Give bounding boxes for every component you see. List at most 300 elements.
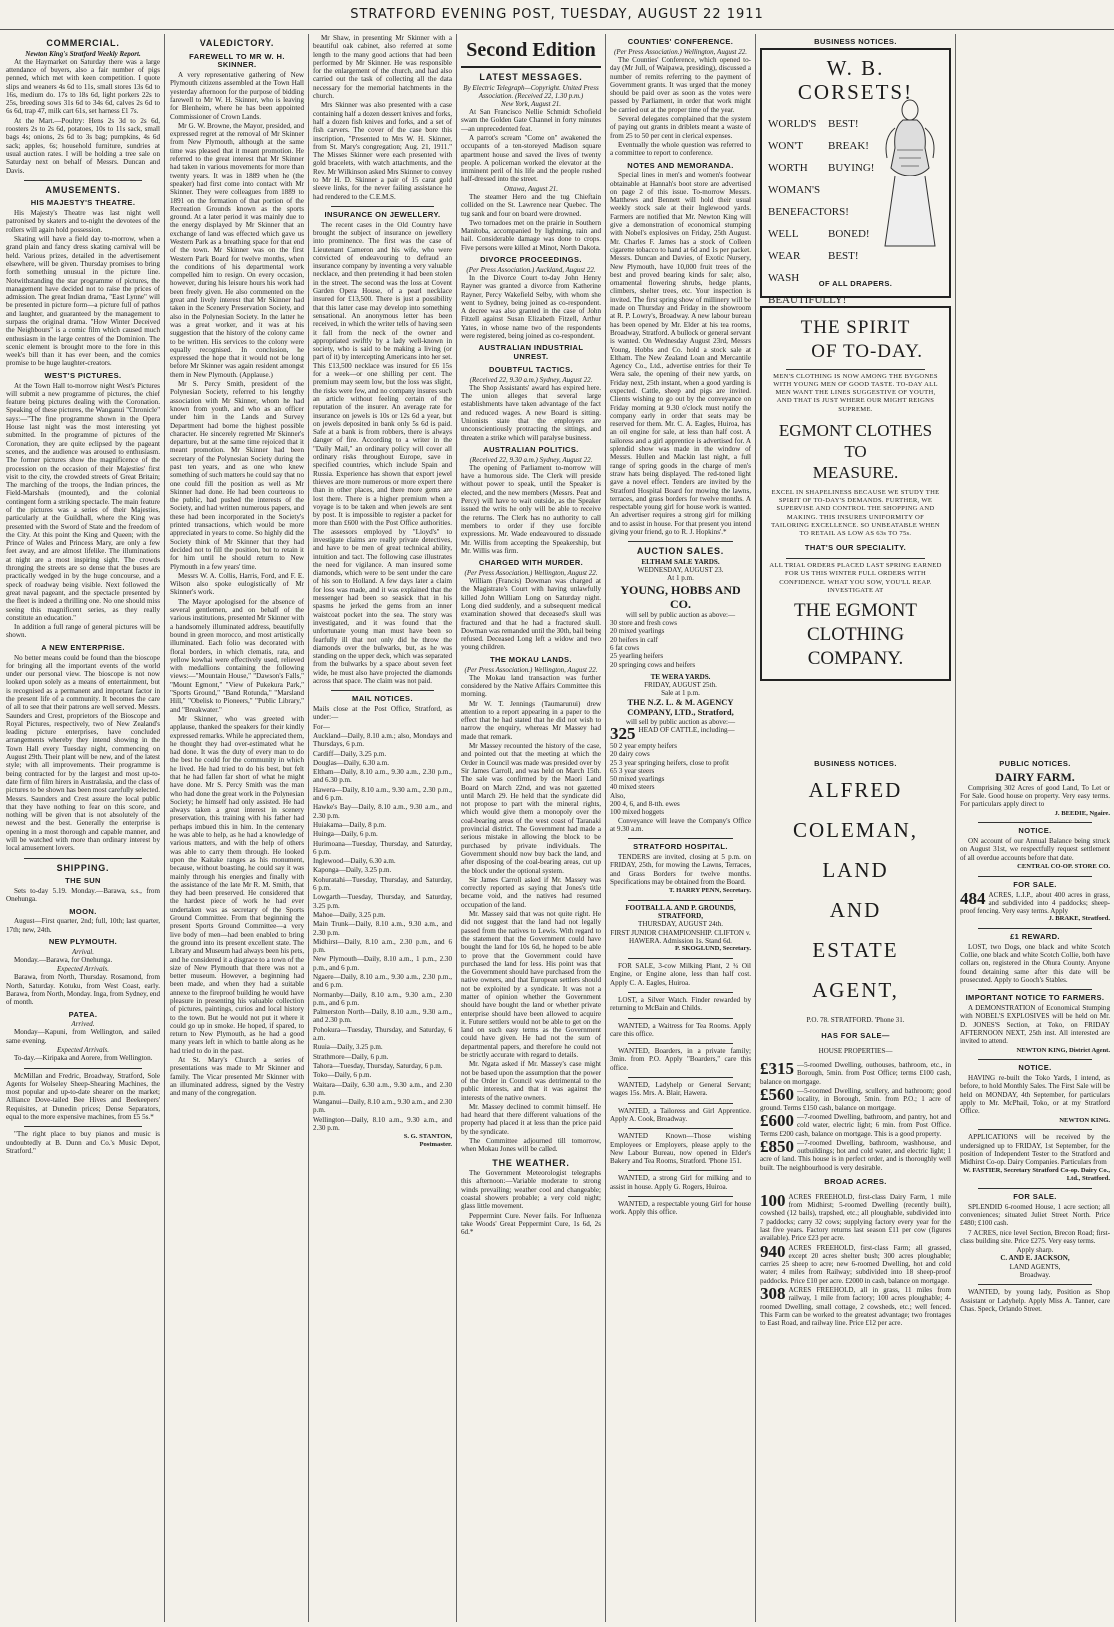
column-rule bbox=[308, 34, 309, 1622]
ad-heading: STRATFORD HOSPITAL. bbox=[633, 842, 728, 852]
sale-item: 20 heifers in calf bbox=[610, 635, 658, 644]
signature: CENTRAL CO-OP. STORE CO. bbox=[1017, 863, 1110, 871]
dateline: Ottawa, August 21. bbox=[504, 184, 558, 193]
signature: LAND AGENTS, bbox=[1009, 1262, 1061, 1271]
article-paragraph: At the Town Hall to-morrow night West's Pictures will submit a new programme of pictures, the chief feature being pictures dealing with the Coronation. Speaking of these pictures, the Wanganui "Chronicle" says:—"The fine programme shown in the Opera House last night was the most interesting yet submitted. In the programme of pictures of the Coronation, they are quite eclipsed by the pageant scenes, and the audience was aroused to enthusiasm. The former pictures show the magnificence of the procession on the occasion of their Majesties' first visit to the city, the crowded streets of Great Britain; The marching of the troops, the Indian princes, the Field-Marshals (mounted), and the colonial contingent form a striking spectacle. The main feature of the pictures was a series of their Majesties, particularly at the Guildhall, where the King was presented with the Sword of State and the freedom of the City. At this point the King and Queen; with the Prince of Wales and Princess Mary, are only a few feet away, and are almost lifelike. The illuminations at night are a most inspiring sight. The crowds thronging the streets are so dense that the buses are practically wedged in by the huge concourse, and a speck of roadway being visible. Next followed the great naval pageant, and the spectacle presented by the fleet is indeed a thrilling one. No one should miss seeing this magnificent series, as they really constitute an education." bbox=[6, 381, 160, 622]
sale-item: 6 fat cows bbox=[610, 644, 640, 652]
corset-slogan bbox=[768, 245, 883, 267]
article-paragraph: The Mayor apologised for the absence of several gentlemen, and on behalf of the various institutions, presented Mr Skinner with a handsomely illuminated address, beautifully bound in green morocco, and most artistically illuminated. Each folio was decorated with floral borders, in which clematis, rata, and yellow kowhai were effectively used, relieved with medallions containing the following views:—"Mountain House," "Dawson's Falls," "Mount Egmont," "View of Pukekura Park," "Sports Ground," "Band Rotunda," "Marsland Hill," "Obelisk to Pioneers," "Public Library," and "Breakwater." bbox=[170, 597, 304, 714]
signature: C. AND E. JACKSON, bbox=[1000, 1254, 1070, 1263]
agent-name-line: AGENT, bbox=[812, 977, 899, 1002]
slogan-word: WELL bbox=[768, 227, 799, 240]
sale-item: 50 2 year empty heifers bbox=[610, 741, 677, 750]
divider bbox=[978, 1284, 1092, 1285]
divider bbox=[24, 180, 142, 181]
corset-slogan bbox=[768, 113, 883, 135]
ad-text: will sell by public auction as above:— bbox=[625, 610, 736, 619]
article-paragraph: WANTED, by young lady, Position as Shop Assistant or Ladyhelp. Apply Miss A. Tanner, care Chas. Speck, Orlando Street. bbox=[960, 1288, 1110, 1313]
ad-title: OF TO-DAY. bbox=[811, 340, 923, 362]
article-paragraph: Mr Massey recounted the history of the case, and pointed out that the meeting at which the Order in Council was made was presided over by Sir James Carroll, and was held on March 15th. The sale was confirmed by the Maori Land Board on March 22nd, and was not gazetted until March 29. He held that the syndicate did not propose to part with the mineral rights, which would give them a monopoly over the coal-bearing areas of the west coast of Taranaki provincial district. The Government had made a serious mistake in allowing the block to be purchased by private individuals. The Government should now buy back the land, and after disposing of the coal-bearing areas, cut up the block under the optional system. bbox=[461, 742, 601, 875]
article-heading: THE WEATHER. bbox=[492, 1157, 570, 1168]
ad-title: MEASURE. bbox=[812, 462, 899, 482]
article-paragraph: Several delegates complained that the system of paying out grants in driblets meant a waste of from 25 to 50 per cent in clerical expenses. bbox=[610, 115, 751, 140]
subheading: Newton King's Stratford Weekly Report. bbox=[25, 49, 141, 58]
article-heading: FAREWELL TO MR W. H. SKINNER. bbox=[189, 51, 285, 70]
acreage: 484 bbox=[960, 890, 986, 908]
article-paragraph: Mr Shaw, in presenting Mr Skinner with a beautiful oak cabinet, also referred at some length to the many good actions that had been performed by Mr Skinner. He was responsible for the enlargement of the church, and had also carried out the task of collecting all the data necessary for the memorial hatchments in the church. bbox=[313, 34, 452, 101]
article-paragraph: August—First quarter, 2nd; full, 10th; last quarter, 17th; new, 24th. bbox=[6, 917, 160, 934]
mail-line: Hurimoana—Tuesday, Thursday, and Saturday, 6 p.m. bbox=[313, 839, 452, 856]
article-heading: THE MOKAU LANDS. bbox=[490, 654, 572, 664]
section-heading: SHIPPING. bbox=[56, 862, 110, 873]
signature: NEWTON KING, District Agent. bbox=[1016, 1046, 1110, 1054]
subheading: By Electric Telegraph—Copyright. United Press Association. (Received 22, 1.30 p.m.) bbox=[463, 83, 599, 100]
property-text: —5-roomed Dwelling, scullery, and bathroom; good locality, in Borough, 5min. from P.O.; 1 acre of ground. Terms £150 cash, balance on mortgage. bbox=[760, 1087, 951, 1112]
column-rule bbox=[605, 34, 606, 1622]
column-8 bbox=[960, 756, 1110, 1622]
dateline: New York, August 21. bbox=[500, 99, 562, 108]
property-list bbox=[760, 1061, 951, 1172]
property-text: —7-roomed Dwelling, bathroom, and pantry, hot and cold water, electric light; 6 min. from Post Office. Terms £200 cash, balance on mortgage. This is a good property. bbox=[760, 1112, 951, 1138]
acreage-line bbox=[960, 891, 1110, 916]
ad-heading: £1 REWARD. bbox=[1010, 932, 1060, 942]
article-heading: NOTES AND MEMORANDA. bbox=[627, 160, 734, 170]
divider bbox=[978, 1188, 1092, 1189]
signature: J. BEEDIE, Ngaire. bbox=[1054, 809, 1110, 817]
divider bbox=[24, 858, 142, 859]
ad-text: will sell by public auction as above:— bbox=[625, 717, 736, 726]
slogan-word: WON'T bbox=[768, 139, 803, 152]
article-paragraph: McMillan and Fredric, Broadway, Stratford, Sole Agents for Wolseley Sheep-Shearing Machines, the most popular and up-to-date shearer on the market; Alliance Dove-tailed Bee Hives and Beekeepers' Requisites, at Dunedin prices; Dense Separators, equal to the more expensive machines, from £5 5s.* bbox=[6, 1071, 160, 1122]
farm-listing bbox=[760, 1193, 951, 1243]
ad-date: FRIDAY, AUGUST 25th. bbox=[644, 681, 717, 690]
article-paragraph: Mrs Skinner was also presented with a case containing half a dozen dessert knives and forks, half a dozen fish knives and forks, and a set of fish carvers. The cover of the case bore this inscription, "Presented to Mrs W. H. Skinner, from St. Mary's congregation; Aug. 21, 1911." The Misses Skinner were each presented with gold bracelets, with watch attachments, and the Rev. Mr Wilkinson asked Mrs Skinner to convey to Mr H. D. Skinner a pair of 15 carat gold sleeve links, for the never failing assistance he had rendered to the C.E.M.S. bbox=[313, 101, 452, 201]
classified-ad: LOST, a Silver Watch. Finder rewarded by returning to McBain and Childs. bbox=[610, 995, 751, 1013]
article-paragraph: Special lines in men's and women's footwear obtainable at Hannah's boot store are advertised on page 2 of this issue. To-morrow Messrs. Matthews and Bennett will hold their usual weekly stock sale at their Inglewood yards. Farmers are notified that Mr. Newton King will give a demonstration of economical stumping with Nobel's explosives on Friday, 25th August. Mr. Charles F. James has a stock of Colleen cigarette tobacco to hand at 6d and 1s per packet. Messrs. Duncan and Davies, of Exotic Nursery, New Plymouth, have 10,000 fruit trees of the best and proved bearing kinds for sale; also, ornamental flowering shrubs, hedge plants, climbers, shelter trees, etc. Your inspection is invited. The first spring show of millinery will be made on Thursday and Friday in the showroom at R. P. Lowry's, Broadway. A new labour bureau has been opened by Mr. Elder at his tea rooms, Broadway, Stratford. A bullock or general servant is wanted. On Wednesday August 23rd, Messrs Young, Hobbs and Co. hold a stock sale at Eltham. The New Zealand Loan and Mercantile Agency Co., Ltd., advertise entries for their Te Wera sale, the opening of their new yards, on Friday next, 25th instant, when a good yarding is expected. Cattle, sheep and pigs are invited. Clients wishing to go out by the conveyance on Friday morning at 9.30 o'clock must notify the company early in order that seats may be reserved for them. Mr. C. A. Eagles, Huiroa, has an oil engine for sale, at less than half cost. A tailoress and a girl apprentice is advertised for. A splendid show was made in the window of Messrs. Hullen and Mackin last night, a full range of spring goods in the charge of men's straw hats being displayed. The red-toned light gave a novel effect. Tenders are invited by the Stratford Hospital Board for mowing the lawns, terraces, and grass borders for twelve months. A respectable young girl for house work is wanted. An advertiser requires a strong girl for milking and to assist in house. For that present you intend giving your friend, go to R. J. Hopkins'.* bbox=[610, 171, 751, 537]
article-paragraph: The opening of Parliament to-morrow will have a humorous side. The Clerk will preside without power to speak, until the Speaker is elected, and the new members (Messrs. Peat and Percy) will have to wait outside, as the Speaker issued the writs he only will be able to receive the returns. The Clerk has no authority to call members to order if they use forcible expressions. Mr. Wade endeavoured to dissuade Mr. Willis from accepting the Speakership, but Mr. Willis was firm. bbox=[461, 463, 601, 555]
divider bbox=[978, 822, 1092, 823]
article-paragraph: "The right place to buy pianos and music is undoubtedly at B. Dunn and Co.'s Music Depot, Stratford." bbox=[6, 1130, 160, 1155]
article-heading: AUSTRALIAN INDUSTRIAL UNREST. bbox=[478, 343, 584, 362]
classified-ads bbox=[610, 958, 751, 1217]
article-paragraph: Skating will have a field day to-morrow, when a grand plain and fancy dress skating carnival will be held. Various prizes, detailed in the advertisement elsewhere, will be given. Thursday promises to bring forth something unusual in the picture line. Notwithstanding the star programme of pictures, the management have decided not to raise the prices of admission. The great Indian drama, "East Lynne" will be presented in picture form—a picture full of pathos and laughter, and guaranteed by the management to surpass the original drama. "How Winter Deceived the Neighbours" is a comic film which caused much enthusiasm in the large centres of the Dominion. The scenic element is brought more to the fore in this week's bill than it has ever been, and the comics promise to be huge laughter-creators. bbox=[6, 235, 160, 368]
section-heading: VALEDICTORY. bbox=[199, 38, 275, 48]
sale-item: 65 3 year steers bbox=[610, 766, 655, 775]
subheading: Expected Arrivals. bbox=[57, 965, 109, 974]
ad-firm: YOUNG, HOBBS AND CO. bbox=[620, 582, 741, 611]
column-1 bbox=[6, 34, 160, 1622]
article-paragraph: Mr. Massey declined to commit himself. He had heard that there different valuations of the property had placed it at less than the price paid by the syndicate. bbox=[461, 1102, 601, 1136]
property-price: £850 bbox=[760, 1138, 794, 1156]
mail-line: Auckland—Daily, 8.10 a.m.; also, Mondays and Thursdays, 6 p.m. bbox=[313, 731, 452, 749]
mail-line: Wellington—Daily, 8.10 a.m., 9.30 a.m., and 2.30 p.m. bbox=[313, 1115, 452, 1133]
mail-line: Wanganui—Daily, 8.10 a.m., 9.30 a.m., and 2.30 p.m. bbox=[313, 1098, 452, 1115]
property-price: £600 bbox=[760, 1112, 794, 1130]
sale-item: Also, bbox=[610, 791, 626, 800]
subheading: (Per Press Association.) Wellington, August 22. bbox=[464, 665, 598, 674]
mail-line: Waitara—Daily, 6.30 a.m., 9.30 a.m., and 2.30 p.m. bbox=[313, 1080, 452, 1097]
ad-heading: IMPORTANT NOTICE TO FARMERS. bbox=[965, 993, 1105, 1003]
subheading: Expected Arrivals. bbox=[57, 1046, 109, 1055]
divider bbox=[628, 1103, 733, 1104]
classified-ad: WANTED, a Waitress for Tea Rooms. Apply care this office. bbox=[610, 1021, 751, 1038]
property-price: £315 bbox=[760, 1061, 794, 1079]
mail-line: Huinga—Daily, 6 p.m. bbox=[313, 830, 378, 839]
section-heading: LATEST MESSAGES. bbox=[479, 72, 583, 82]
mail-line: Ruuia—Daily, 3.25 p.m. bbox=[313, 1043, 383, 1052]
section-heading: BUSINESS NOTICES. bbox=[814, 759, 897, 768]
ad-text: ALL TRIAL ORDERS PLACED LAST SPRING EARNED FOR US THIS WINTER FULL ORDERS WITH CONFIDENCE. WHAT YOU SOW, YOU'LL REAP. INVESTIGATE AT bbox=[769, 562, 942, 594]
sale-item: 20 dairy cows bbox=[610, 750, 650, 759]
article-paragraph: SPLENDID 6-roomed House, 1 acre section; all conveniences; situated Juliet Street North. Price £480; £100 cash. bbox=[960, 1202, 1110, 1228]
ad-time: Sale at 1 p.m. bbox=[661, 689, 700, 698]
section-heading: AMUSEMENTS. bbox=[45, 184, 121, 195]
farm-list bbox=[760, 1193, 951, 1328]
article-paragraph: Conveyance will leave the Company's Office at 9.30 a.m. bbox=[610, 816, 751, 833]
article-heading: A NEW ENTERPRISE. bbox=[41, 642, 125, 652]
masthead-title: STRATFORD EVENING POST, TUESDAY, AUGUST 22 1911 bbox=[350, 7, 764, 22]
subheading: (Per Press Association.) Wellington, August 22. bbox=[464, 568, 598, 577]
article-paragraph: The steamer Hero and the tug Chieftain collided on the St. Lawrence near Quebec. The tug sank and four on board were drowned. bbox=[461, 192, 601, 218]
mail-line: Kaponga—Daily, 3.25 p.m. bbox=[313, 866, 392, 875]
signature: W. FASTIER, Secretary Stratford Co-op. Dairy Co., Ltd., Stratford. bbox=[963, 1167, 1110, 1183]
article-paragraph: Monday—Kapuni, from Wellington, and sailed same evening. bbox=[6, 1028, 160, 1045]
divider bbox=[628, 900, 733, 901]
slogan-word: WOMAN'S bbox=[768, 183, 821, 196]
agent-name-line: LAND bbox=[822, 857, 889, 882]
farm-text: ACRES FREEHOLD, first-class Farm; all grassed, except 20 acres shelter bush; 300 acres ploughable; carries 25 sheep to acre; new 6-roomed Dwelling, hot and cold water; 4 miles from Railway; subdivided into 18 sheep-proof paddocks. Price £10 per acre. £2000 in cash, balance on mortgage. bbox=[760, 1243, 951, 1285]
ad-heading: TE WERA YARDS. bbox=[650, 672, 711, 681]
ad-heading: FOR SALE. bbox=[1013, 1191, 1057, 1201]
article-paragraph: Sir James Carroll asked if Mr. Massey was correctly reported as saying that Jones's title became void, and the natives had resumed occupation of the land. bbox=[461, 875, 601, 909]
subheading: (Received 22, 9.30 a.m.) Sydney, August 22. bbox=[469, 455, 593, 464]
corset-slogan bbox=[768, 179, 883, 223]
article-paragraph: Two tornadoes met on the prairie in Southern Manitoba, accompanied by lightning, rain and hail. Considerable damage was done to crops. Five persons were killed at Minot, North Dakota. bbox=[461, 218, 601, 252]
article-paragraph: At St. Mary's Church a series of presentations was made to Mr Skinner and family. The Vicar presented Mr Skinner with an illuminated address, signed by the Vestry and many of the congregation. bbox=[170, 1056, 304, 1098]
subheading: Arrived. bbox=[71, 1020, 95, 1029]
slogan-word: WEAR bbox=[768, 249, 801, 262]
mail-line: Hawke's Bay—Daily, 8.10 a.m., 9.30 a.m., and 2.30 p.m. bbox=[313, 803, 452, 820]
article-paragraph: A very representative gathering of New Plymouth citizens assembled at the Town Hall yesterday afternoon for the purpose of bidding farewell to Mr W. H. Skinner, who is leaving for Blenheim, where he has been appointed Commissioner of Crown Lands. bbox=[170, 71, 304, 121]
masthead bbox=[0, 0, 1114, 30]
mail-line: Mahoe—Daily, 3.25 p.m. bbox=[313, 910, 386, 919]
article-paragraph: In addition a full range of general pictures will be shown. bbox=[6, 623, 160, 640]
ad-text: MEN'S CLOTHING IS NOW AMONG THE BYGONES WITH YOUNG MEN OF GOOD TASTE. TO-DAY ALL MEN WANT THE LINES SUGGESTIVE OF YOUTH, AND THAT IS JUST WHERE OUR MIGHT REIGNS SUPREME. bbox=[773, 372, 938, 413]
divider bbox=[628, 958, 733, 959]
divider bbox=[978, 1129, 1092, 1130]
signature: P. SKOGLUND, Secretary. bbox=[674, 945, 751, 953]
slogan-word: BENEFACTORS! bbox=[768, 205, 849, 218]
divider bbox=[628, 1077, 733, 1078]
corsets-ad bbox=[760, 48, 951, 306]
mail-line: Inglewood—Daily, 6.30 a.m. bbox=[313, 857, 396, 866]
article-paragraph: TENDERS are invited, closing at 5 p.m. on FRIDAY, 25th, for mowing the Lawns, Terraces, and Grass Borders for twelve months. Specifications may be obtained from the Board. bbox=[610, 852, 751, 886]
slogan-word: BEST! bbox=[828, 117, 859, 130]
subheading: (Received 22, 9.30 a.m.) Sydney, August 22. bbox=[469, 375, 593, 384]
section-heading: BUSINESS NOTICES. bbox=[814, 37, 897, 46]
divider bbox=[24, 1126, 142, 1127]
farm-text: ACRES FREEHOLD, first-class Dairy Farm, 1 mile from Midhirst; 5-roomed Dwelling (recently built), cowshed (12 bails), trapshed, etc.; all ploughable, subdivided into 7 paddocks; carry 32 cows; supplying factory every year for the last five years. Factory returns last season £11 per cow (figures available). Price £23 per acre. bbox=[760, 1192, 951, 1243]
classified-ad: WANTED, Ladyhelp or General Servant; wages 15s. Mrs. A. Blair, Hawera. bbox=[610, 1081, 751, 1098]
article-paragraph: Mr W. T. Jennings (Taumarunui) drew attention to a report appearing in a paper to the effect that he had stated that he did not wish to narrow the enquiry, whereas Mr Massey had made that remark. bbox=[461, 699, 601, 741]
ad-heading: ELTHAM SALE YARDS. bbox=[641, 557, 720, 566]
mail-line: Hawera—Daily, 8.10 a.m., 9.30 a.m., 2.30 p.m., and 6 p.m. bbox=[313, 785, 452, 803]
mail-line: Normanby—Daily, 8.10 a.m., 9.30 a.m., 2.30 p.m., and 6 p.m. bbox=[313, 990, 452, 1007]
sale-item: 200 4, 6, and 8-tth. ewes bbox=[610, 800, 680, 809]
divider bbox=[978, 1059, 1092, 1060]
mail-line: Ngaere—Daily, 8.10 a.m., 9.30 a.m., 2.30 p.m., and 6 p.m. bbox=[313, 973, 452, 990]
divider bbox=[628, 1043, 733, 1044]
article-heading: MOON. bbox=[69, 906, 97, 916]
edition-banner: Second Edition bbox=[461, 34, 601, 68]
ad-title: COMPANY. bbox=[807, 648, 904, 670]
mail-line: Palmerston North—Daily, 8.10 a.m., 9.30 a.m., and 2.30 p.m. bbox=[313, 1008, 452, 1025]
divider bbox=[786, 558, 925, 559]
mail-line: Midhirst—Daily, 8.10 a.m., 2.30 p.m., and 6 p.m. bbox=[313, 937, 452, 955]
corset-slogan bbox=[768, 157, 883, 179]
article-heading: THE SUN bbox=[65, 876, 101, 886]
article-paragraph: Mails close at the Post Office, Stratford, as under:— bbox=[313, 705, 452, 722]
article-heading: HIS MAJESTY'S THEATRE. bbox=[30, 198, 136, 208]
article-heading: INSURANCE ON JEWELLERY. bbox=[324, 209, 441, 219]
article-paragraph: Sets to-day 5.19. Monday.—Barawa, s.s., from Onehunga. bbox=[6, 886, 160, 904]
property-listing bbox=[760, 1113, 951, 1138]
article-paragraph: William (Francis) Dowman was charged at the Magistrate's Court with having unlawfully killed John William Long on Saturday night. Long died suddenly, and a subsequent medical examination showed that deceased's skull was fractured and that he had a fractured skull. Dowman was remanded until the 30th, bail being refused. Deceased Long left a widow and two young children. bbox=[461, 577, 601, 652]
property-listing bbox=[760, 1139, 951, 1172]
slogan-word: WORTH bbox=[768, 161, 808, 174]
article-paragraph: Mr. Massey said that was not quite right. He did not suggest that the land had not legally passed from the natives to Lewis. With regard to the statement that the Government could have bought the land for 10s 6d, he hoped to be able to prove that the Government could have purchased the land for less. His point was that the Government should have purchased from the native owners, and that European settlers should not be exploited by a syndicate. It was not a matter of opinion whether the Government should have bought the land or whether private enterprise should have been allowed to acquire it. Future settlers would not be able to get on the land on such easy terms as the Government could have given. He had not the sum of departmental papers, and therefore he could not be strictly accurate with regard to details. bbox=[461, 910, 601, 1060]
sale-item: 20 mixed yearlings bbox=[610, 627, 665, 636]
article-heading: NEW PLYMOUTH. bbox=[48, 936, 118, 946]
ad-tagline: THAT'S OUR SPECIALITY. bbox=[804, 543, 907, 553]
ad-title: THE EGMONT CLOTHING bbox=[794, 600, 917, 646]
farm-acreage: 940 bbox=[760, 1243, 786, 1261]
agent-name-line: COLEMAN, bbox=[792, 817, 919, 842]
divider bbox=[786, 369, 925, 370]
ad-text: Apply sharp. bbox=[1016, 1246, 1054, 1255]
article-paragraph: A parrot's scream "Come on" awakened the occupants of a ten-storeyed Madison square apartment house and saved the lives of twenty people. A policeman worked the elevator at the imminent peril of his life and the people rushed half-dressed into the street. bbox=[461, 133, 601, 184]
ad-text: EXCEL IN SHAPELINESS BECAUSE WE STUDY THE SPIRIT OF TO-DAY'S DEMANDS. FURTHER, WE SUPERVISE AND CONTROL THE SHOPPING AND MAKING. THIS INSURES UNIFORMITY OF TAILORING EXCELLENCE. SO UNBEATABLE WHEN TO RETAIL AS LOW AS 63s TO 75s. bbox=[771, 488, 940, 538]
slogan-word: BEST! bbox=[828, 249, 859, 262]
article-paragraph: At the Mart.—Poultry: Hens 2s 3d to 2s 6d, roosters 2s to 2s 6d, potatoes, 10s to 11s sack, small bags 4s; onions, 2s 6d to 3s bag; pumpkins, 4s 6d sack; apples, 6s; household furniture, sundries at usual auction rates. I will be holding a tree sale on Saturday next on behalf of Messrs. Duncan and Davis. bbox=[6, 116, 160, 175]
divider bbox=[331, 206, 434, 207]
article-paragraph: At San Francisco Nellie Schmidt Schofield swam the Golden Gate Channel in forty minutes—an unprecedented feat. bbox=[461, 108, 601, 133]
article-paragraph: 7 ACRES, nice level Section, Brecon Road; first-class building site. Price £275. Very easy terms. bbox=[960, 1228, 1110, 1245]
article-paragraph: APPLICATIONS will be received by the undersigned up to FRIDAY, 1st September, for the position of Independent Tester to the Stratford and Midhirst Co-op. Dairy Companies. Particulars from bbox=[960, 1133, 1110, 1167]
ad-text: FIRST JUNIOR CHAMPIONSHIP. CLIFTON v. HAWERA. Admission 1s. Stand 6d. bbox=[610, 928, 751, 946]
signature: Broadway. bbox=[1019, 1271, 1051, 1279]
farm-acreage: 308 bbox=[760, 1286, 786, 1304]
article-paragraph: Messrs W. A. Collis, Harris, Ford, and F. E. Wilson also spoke eulogistically of Mr Skinner's work. bbox=[170, 571, 304, 597]
article-paragraph: A DEMONSTRATION of Economical Stumping with NOBEL'S EXPLOSIVES will be held on Mr. D. JONES'S Section, at Toko, on FRIDAY AFTERNOON NEXT, 25th inst. All interested are invited to attend. bbox=[960, 1004, 1110, 1046]
signature: J. BRAKE, Stratford. bbox=[1048, 915, 1110, 923]
agent-name-line: ESTATE bbox=[812, 937, 899, 962]
divider bbox=[331, 690, 434, 691]
column-5 bbox=[610, 34, 751, 1622]
divider bbox=[978, 989, 1092, 990]
article-heading: DOUBTFUL TACTICS. bbox=[488, 364, 573, 374]
slogan-word: BONED! bbox=[828, 227, 870, 240]
ad-title: EGMONT CLOTHES TO bbox=[778, 420, 933, 461]
signature: Postmaster. bbox=[419, 1141, 452, 1149]
article-paragraph: HAVING re-built the Toko Yards, I intend, as before, to hold Monthly Sales. The First Sale will be held on MONDAY, 4th September, for particulars apply to Mr. McPhail, Toko, or at my Stratford Office. bbox=[960, 1074, 1110, 1116]
ad-heading: HAS FOR SALE— bbox=[821, 1031, 890, 1041]
property-text: —7-roomed Dwelling, bathroom, washhouse, and outbuildings; hot and cold water, and electric light; 1 acre of land. This house is in perfect order, and is thoroughly well built. The neighbourhood is very desirable. bbox=[760, 1138, 951, 1172]
article-paragraph: The Government Meteorologist telegraphs this afternoon:—Variable moderate to strong winds prevailing; weather cool and changeable; coastal showers probable; a very cold night; glass little movement. bbox=[461, 1169, 601, 1211]
article-heading: PATEA. bbox=[68, 1009, 98, 1019]
article-paragraph: The Counties' Conference, which opened to-day (Mr Jull, of Waipawa, presiding), discussed a number of remits referring to the payment of Government grants. It was urged that the money should be paid over as soon as the votes were passed by Parliament, in order that work might be carried out at the proper time of the year. bbox=[610, 55, 751, 114]
agent-name-line: AND bbox=[829, 897, 882, 922]
ad-heading: BROAD ACRES. bbox=[824, 1176, 887, 1186]
column-rule bbox=[456, 34, 457, 1622]
article-paragraph: The Shop Assistants' award has expired here. The union alleges that several large establishments have taken advantage of the fact and reduced wages. A new Board is sitting. Unionists state that the employers are unconscientiously protracting the sittings, and threaten a strike which will paralyse business. bbox=[461, 383, 601, 442]
ad-firm: THE N.Z. L. & M. AGENCY COMPANY, LTD., Stratford, bbox=[627, 696, 734, 717]
ad-date: WEDNESDAY, AUGUST 23. bbox=[637, 566, 724, 575]
ad-heading: NOTICE. bbox=[1018, 826, 1052, 836]
corset-slogan bbox=[768, 223, 883, 245]
sale-item: 100 mixed hoggets bbox=[610, 808, 664, 817]
section-heading: AUCTION SALES. bbox=[636, 546, 725, 557]
slogan-word: WORLD'S bbox=[768, 117, 817, 130]
article-paragraph: To-day.—Kiripaka and Aorere, from Wellington. bbox=[14, 1054, 153, 1063]
corset-figure-icon bbox=[879, 98, 941, 248]
article-paragraph: Mr S. Percy Smith, president of the Polynesian Society, referred to his lengthy association with Mr Skinner, whom he had known from youth, and who as an officer under him in the Lands and Survey Department had borne the highest possible character. He sincerely regretted Mr Skinner's departure, but at the same time rejoiced that it meant promotion. Mr Skinner had been secretary of the Polynesian Society during the past ten years, and as one who knew something of such matters he could say that no one could fill the position as well as Mr Skinner had done. He had been courteous to the public, had pushed the interests of the Society, and had written numerous papers, and these had been incorporated in the Society's printed transactions, which would be more appreciated in years to come. So highly did the Society think of Mr Skinner that they had decided not to fill the position, but to retain it for him until he should return to New Plymouth in a few years' time. bbox=[170, 380, 304, 571]
classified-ad: WANTED, Boarders, in a private family; 3min. from P.O. Apply "Boarders," care this office. bbox=[610, 1047, 751, 1072]
article-paragraph: Mr Skinner, who was greeted with applause, thanked the speakers for their kindly expressed remarks. While he appreciated them, he thought they had over-estimated what he had done. It was the duty of every man to do the best he could for the community in which he lived. He had tried to do his best, but felt that he had fallen far short of what he might have done. Mr S. Percy Smith was the man who had done the great work in the Polynesian Society; he himself had only assisted. He had always taken a great interest in scenery preservation, this training with his father had perhaps imbued this in him. In the centenary he was able to help, as he had a knowledge of various matters, and with the help of others was able to carry them through. He looked upon the Kaitake ranges as his monument, because, without boasting, he could say it was mainly through his energies and finally with the assistance of the late Mr R. M. Smith, that they had been preserved. He considered that the hardest piece of work he had ever undertaken was as secretary of the Sports Ground Committee. From that beginning the present Sports Ground Committee—a very live body of men—had been enabled to bring the ground into its present excellent state. The Library and Museum had always been his pets, and he considered it a disgrace to a town of the size of New Plymouth that there was not a better museum. However, a beginning had been made, and when they had a suitable annexe to the fireproof building he would have pleasure in presenting his valuable collection of pictures, paintings, curios and local history to the town. But he would not put it where it could go up in smoke. He hoped, if spared, to return to New Plymouth, as he had a good many years left in which to battle along as he had tried to do in the past. bbox=[170, 714, 304, 1055]
mail-list bbox=[313, 732, 452, 1132]
article-heading: DIVORCE PROCEEDINGS. bbox=[480, 255, 582, 265]
divider bbox=[978, 876, 1092, 877]
mail-line: Main Trunk—Daily, 8.10 a.m., 9.30 a.m., and 2.30 p.m. bbox=[313, 920, 452, 937]
sale-item: 25 yearling heifers bbox=[610, 652, 664, 661]
farm-listing bbox=[760, 1244, 951, 1285]
article-paragraph: For— bbox=[313, 722, 330, 731]
ad-title: DAIRY FARM. bbox=[995, 769, 1075, 784]
column-rule bbox=[164, 34, 165, 1622]
mail-line: Eltham—Daily, 8.10 a.m., 9.30 a.m., 2.30 p.m., and 6.30 p.m. bbox=[313, 768, 452, 785]
farm-listing bbox=[760, 1286, 951, 1327]
subheading: (Per Press Association.) Auckland, August 22. bbox=[466, 265, 596, 274]
slogan-word: BEAUTIFULLY! bbox=[768, 293, 847, 306]
ad-date: THURSDAY, AUGUST 24th. bbox=[637, 920, 723, 929]
ad-text: ACRES, L.I.P., about 400 acres in grass, and subdivided into 4 paddocks; sheep-proof fencing. Very easy terms. Apply bbox=[960, 890, 1110, 916]
sale-item: 20 springing cows and heifers bbox=[610, 660, 696, 669]
article-paragraph: Monday.—Barawa, for Onehunga. bbox=[14, 955, 113, 964]
column-3 bbox=[313, 34, 452, 1622]
classified-ad: WANTED Known—Those wishing Employees or Employers, please apply to the New Labour Bureau, now opened in Elder's Bakery and Tea Rooms, Stratford. 'Phone 151. bbox=[610, 1132, 751, 1166]
sale-list bbox=[610, 619, 751, 669]
article-paragraph: Peppermint Cure. Never fails. For Influenza take Woods' Great Peppermint Cure, 1s 6d, 2s 6d.* bbox=[461, 1211, 601, 1237]
article-paragraph: His Majesty's Theatre was last night well patronised by skaters and to-night the devotees of the rollers will again hold possession. bbox=[6, 209, 160, 234]
ad-time: At 1 p.m. bbox=[667, 574, 694, 583]
property-listing bbox=[760, 1061, 951, 1086]
sale-list bbox=[610, 742, 751, 817]
mail-notices bbox=[313, 705, 452, 1132]
article-paragraph: ON account of our Annual Balance being struck on August 31st, we respectfully request settlement of all overdue accounts before that date. bbox=[960, 837, 1110, 862]
article-paragraph: In the Divorce Court to-day John Henry Rayner was granted a divorce from Katherine Rayner, Percy Wakefield Selby, with whom she went to Sydney, being joined as co-respondent. A decree was also granted in the case of John Fitzell against Susan Elizabeth Fitzell, Arthur Yates, in whose name two of the respondents were registered, being joined as co-respondent. bbox=[461, 273, 601, 341]
corset-slogan bbox=[768, 135, 883, 157]
article-paragraph: Mr G. W. Browne, the Mayor, presided, and expressed regret at the removal of Mr Skinner from New Plymouth, although at the same time was pleased that it meant promotion. He referred to the great interest that Mr Skinner had taken in various movements for more than twenty years. It was in 1889 when he (the speaker) had first come into contact with Mr Skinner. They were colleagues from 1889 to 1891 on the formation of that portion of the Recreation Grounds known as the sports ground. At a later period it was mainly due to the energy displayed by Mr Skinner that an exchange of land was effected which gave us Western Park as a breathing space for that end of the town. Mr Skinner was on the first Western Park Board for twelve months, when the conditions of his departmental work compelled him to resign. On every occasion, however, during his leisure hours his work had been freely given. He also commented on the great and lively interest that Mr Skinner had taken in the Scenery Preservation Society, and also in the Polynesian Society. In the latter he was a great worker, and it was at his suggestion that the history of the colony came to be written. His services to the colony were equally recognised. In conclusion, he expressed the hope that it would not be long before Mr Skinner was again resident amongst them in New Plymouth. (Applause.) bbox=[170, 121, 304, 379]
ad-text: P.O. 78. STRATFORD. 'Phone 31. bbox=[806, 1015, 905, 1024]
divider bbox=[628, 1018, 733, 1019]
article-paragraph: LOST, two Dogs, one black and white Scotch Collie, one black and white Scotch Collie, both have collars on, registered in the Ohura County. Anyone found detaining same after this date will be prosecuted. Apply to Gooch's Stables. bbox=[960, 942, 1110, 985]
classified-ad: WANTED, a Tailoress and Girl Apprentice. Apply A. Cook, Broadway. bbox=[610, 1106, 751, 1123]
mail-line: Tahora—Tuesday, Thursday, Saturday, 6 p.m. bbox=[313, 1061, 443, 1070]
mail-line: New Plymouth—Daily, 8.10 a.m., 1 p.m., 2.30 p.m., and 6 p.m. bbox=[313, 955, 452, 972]
property-text: —5-roomed Dwelling, outhouses, bathroom, etc., in Borough, 5min. from Post Office; terms £100 cash, balance on mortgage. bbox=[760, 1061, 951, 1086]
property-listing bbox=[760, 1087, 951, 1112]
column-rule bbox=[955, 34, 956, 1622]
divider bbox=[628, 1128, 733, 1129]
ad-heading: FOR SALE. bbox=[1013, 879, 1057, 889]
article-paragraph: The Committee adjourned till tomorrow, when Mokau Jones will be called. bbox=[461, 1137, 601, 1154]
signature: S. G. STANTON, bbox=[403, 1133, 452, 1141]
article-paragraph: Mr. Ngata asked if Mr. Massey's case might not be based upon the assumption that the power of the Order in Council was detrimental to the public interests, and that it was against the interests of the native owners. bbox=[461, 1060, 601, 1102]
sale-item: 25 3 year springing heifers, close to profit bbox=[610, 758, 729, 767]
divider bbox=[628, 1196, 733, 1197]
article-paragraph: Eventually the whole question was referred to a committee to report to conference. bbox=[610, 140, 751, 158]
article-heading: WEST'S PICTURES. bbox=[44, 370, 122, 380]
corset-slogan bbox=[768, 267, 883, 311]
sale-item: 30 store and fresh cows bbox=[610, 619, 677, 628]
signature: NEWTON KING. bbox=[1059, 1116, 1110, 1124]
agent-name-line: ALFRED bbox=[808, 777, 903, 802]
mail-line: Pohokura—Tuesday, Thursday, and Saturday, 6 a.m. bbox=[313, 1025, 452, 1043]
mail-line: Cardiff—Daily, 3.25 p.m. bbox=[313, 749, 387, 758]
article-heading: COUNTIES' CONFERENCE. bbox=[627, 37, 734, 46]
ad-heading: HOUSE PROPERTIES— bbox=[818, 1046, 893, 1055]
article-paragraph: Comprising 302 Acres of good Land, To Let or For Sale. Good house on property. Very easy terms. For particulars apply direct to bbox=[960, 783, 1110, 809]
corsets-title: W. B. CORSETS! bbox=[797, 55, 914, 105]
mail-line: Kohuratahi—Tuesday, Thursday, and Saturday, 6 p.m. bbox=[313, 875, 452, 893]
farm-acreage: 100 bbox=[760, 1192, 786, 1210]
sale-item: 50 mixed yearlings bbox=[610, 775, 665, 784]
column-rule bbox=[755, 34, 756, 1622]
corsets-footer: OF ALL DRAPERS. bbox=[818, 279, 893, 288]
classified-ad: WANTED, a strong Girl for milking and to assist in house. Apply G. Rogers, Huiroa. bbox=[610, 1174, 751, 1191]
divider bbox=[628, 992, 733, 993]
divider bbox=[628, 1170, 733, 1171]
classified-ad: FOR SALE, 3-cow Milking Plant, 2 ¾ Oil Engine, or Engine alone, less than half cost. Apply C. A. Eagles, Huiroa. bbox=[610, 962, 751, 987]
mail-line: Douglas—Daily, 6.30 a.m. bbox=[313, 758, 389, 767]
article-paragraph: No better means could be found than the bioscope for bringing all the important events of the world under our personal view. The bioscope is not now looked upon solely as a means of entertainment, but is recognised as a permanent and important factor in the present life of a community. It becomes the care of all to see that their patrons are well served. Messrs. Saunders and Crest, proprietors of the Bioscope and Royal Pictures, respectively, two of New Zealand's leading picture enterprises, have concluded arrangements whereby they intend showing in the Town Hall every Tuesday night, commencing on August 29th. Their plant will be new, and of the latest style; with all improvements. Their programme is being contracted for by the largest and most up-to-date firm of film hirers in Australasia, and the class of pictures to be shown has been most carefully selected. Messrs. Saunders and Crest assure the local public that they have nothing to fear on this score, and nothing will be given that is not absolutely of the newest and the best. Generally the enterprise is opening in a most thorough and capable manner, and will be watched with more than ordinary interest by local amusement lovers. bbox=[6, 653, 160, 853]
article-heading: AUSTRALIAN POLITICS. bbox=[483, 444, 579, 454]
property-price: £560 bbox=[760, 1087, 794, 1105]
divider bbox=[628, 541, 733, 542]
article-heading: MAIL NOTICES. bbox=[352, 694, 413, 704]
ad-heading: FOOTBALL A. AND P. GROUNDS, STRATFORD, bbox=[625, 903, 736, 921]
classified-ad: WANTED, a respectable young Girl for house work. Apply this office. bbox=[610, 1200, 751, 1217]
divider bbox=[978, 928, 1092, 929]
article-paragraph: The Mokau land transaction was further considered by the Native Affairs Committee this morning. bbox=[461, 673, 601, 699]
slogan-word: WASH bbox=[768, 271, 800, 284]
column-7 bbox=[760, 756, 951, 1622]
mail-line: Huiakama—Daily, 8 p.m. bbox=[313, 820, 387, 829]
mail-line: Strathmore—Daily, 6 p.m. bbox=[313, 1052, 389, 1061]
head-count-line bbox=[610, 726, 751, 742]
section-heading: PUBLIC NOTICES. bbox=[999, 759, 1071, 768]
column-2 bbox=[170, 34, 304, 1622]
article-paragraph: At the Haymarket on Saturday there was a large attendance of buyers, also a fair number of pigs penned, which met with keen competition. I quote slips and weaners 4s 6d to 11s, small stores 13s 6d to 16s, medium do. 17s to 18s 6d, light porkers 22s to 25s, breeding sows 31s 6d to 34s 6d, calves 2s 6d to 6s 6d, trap 47, milk cart 61s, set harness £1 7s. bbox=[6, 57, 160, 116]
ad-heading: NOTICE. bbox=[1018, 1063, 1052, 1073]
head-count: 325 bbox=[610, 725, 636, 742]
ad-title: THE SPIRIT bbox=[800, 316, 911, 338]
mail-line: Toko—Daily, 6 p.m. bbox=[313, 1071, 372, 1080]
slogan-word: BUYING! bbox=[828, 161, 875, 174]
head-count-text: HEAD OF CATTLE, including— bbox=[638, 725, 735, 734]
divider bbox=[628, 838, 733, 839]
mail-line: Lowgarth—Tuesday, Thursday, and Saturday, 3.25 p.m. bbox=[313, 893, 452, 910]
